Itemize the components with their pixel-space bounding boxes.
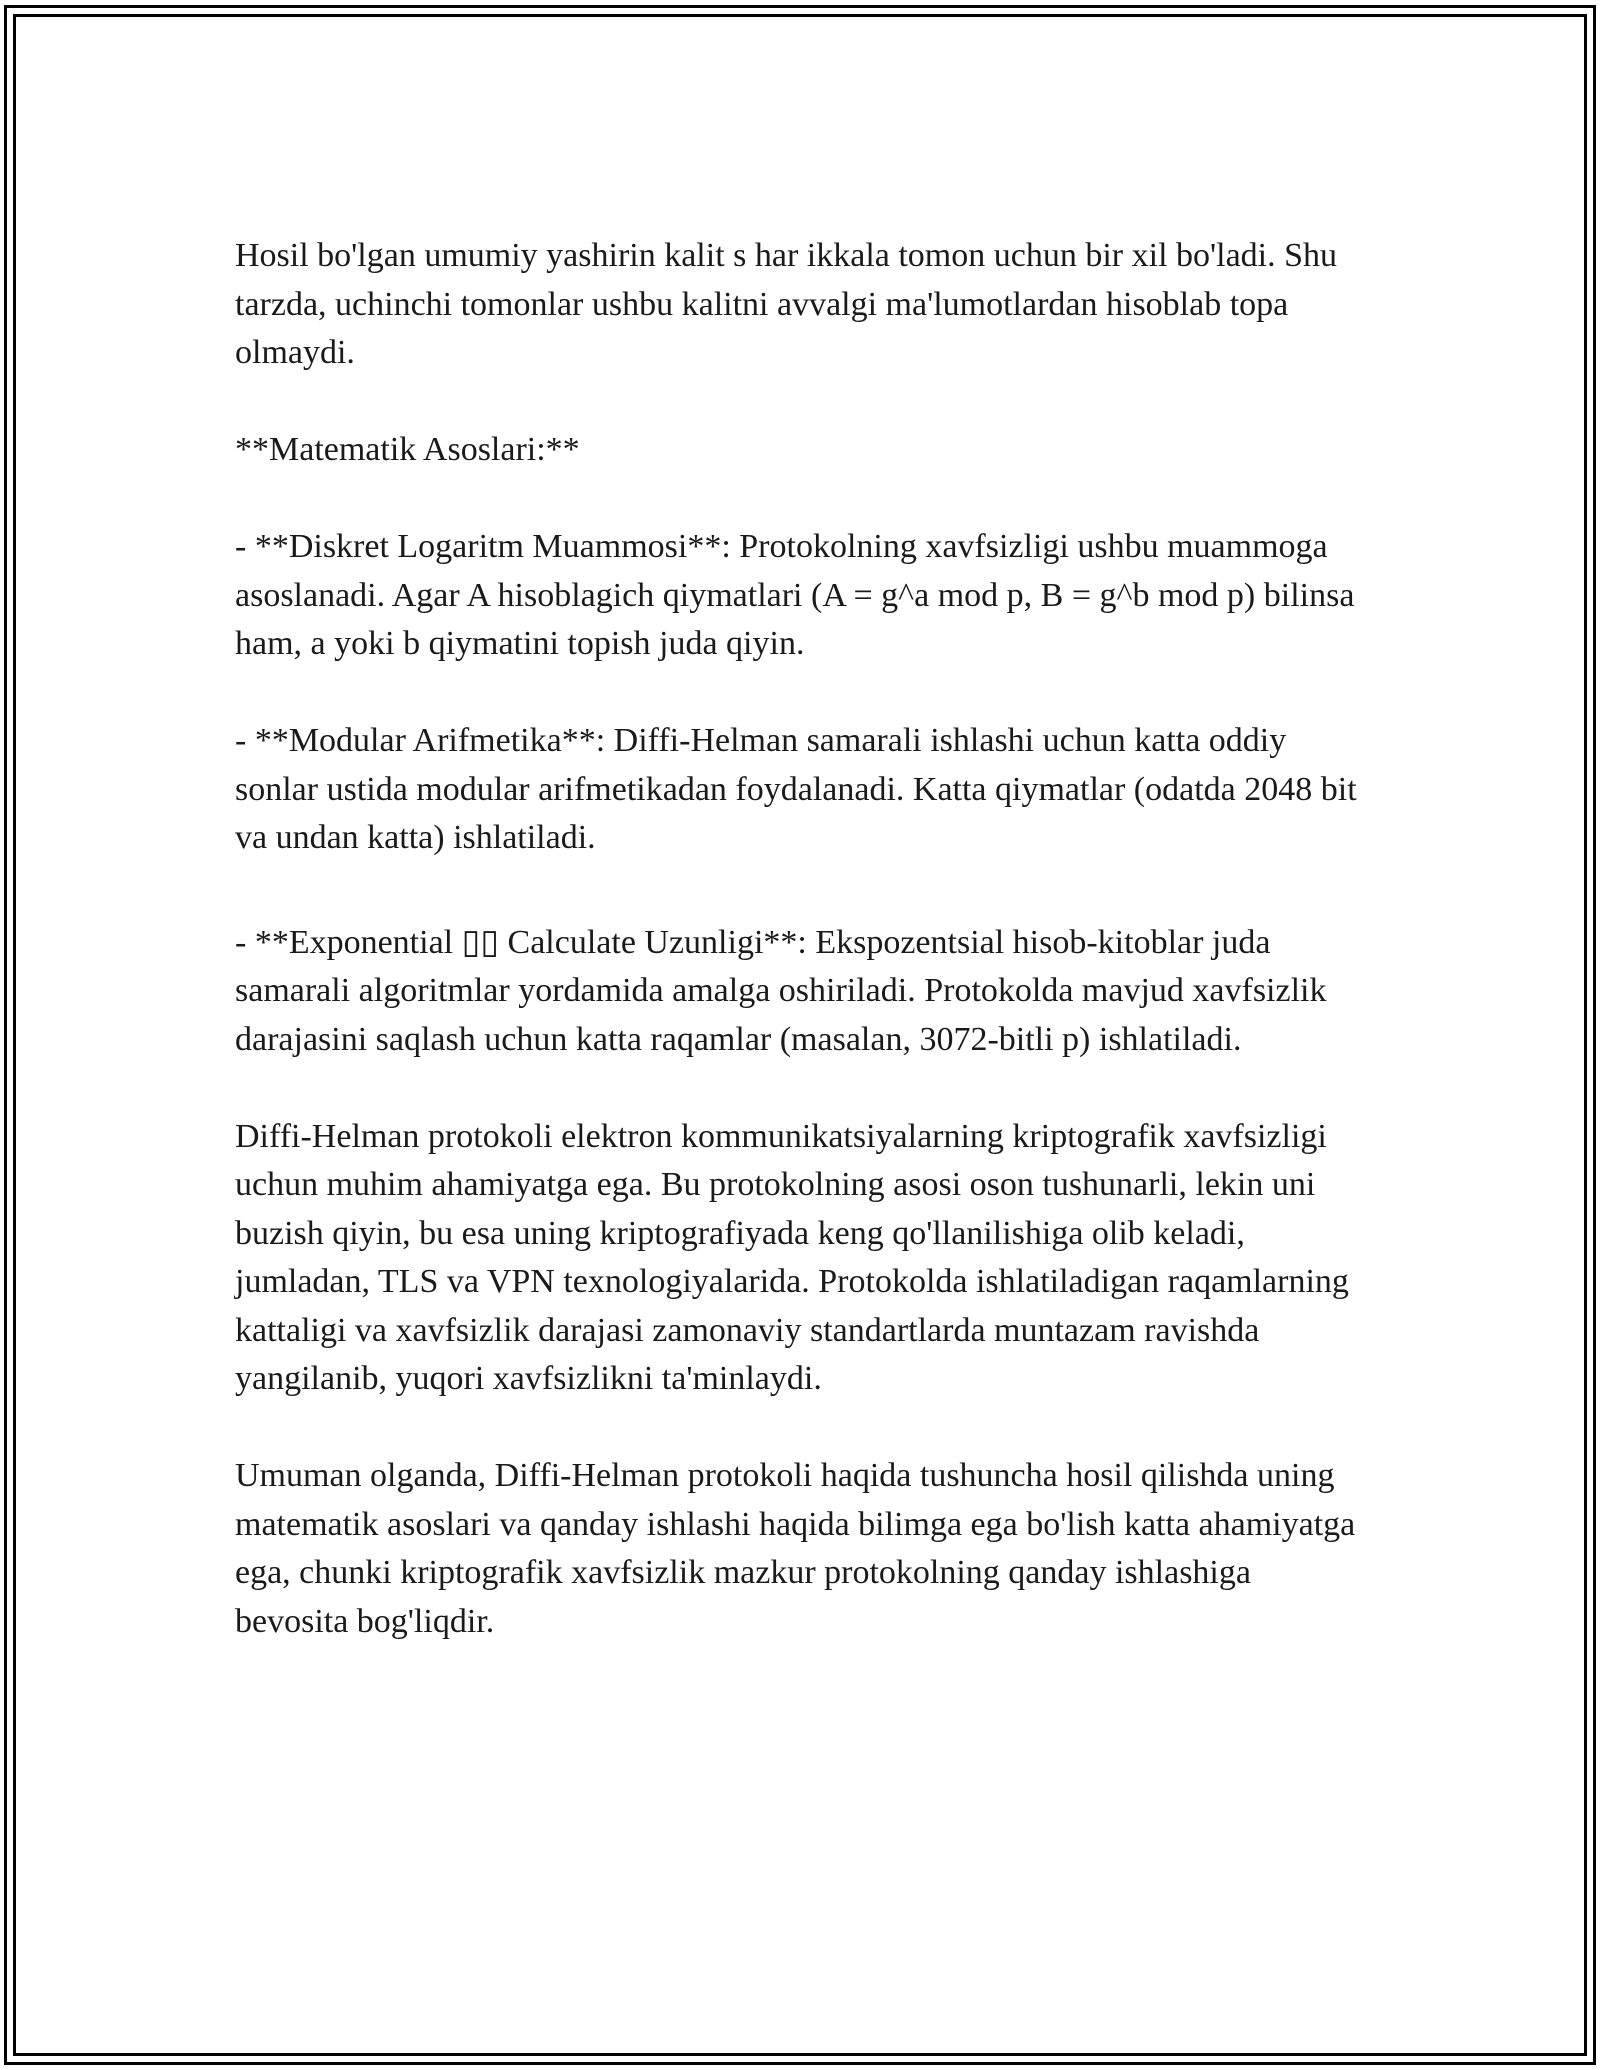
heading-mathematical-foundations: **Matematik Asoslari:** — [235, 431, 580, 468]
list-item-exponential-calculation: - **Exponential ▯▯ Calculate Uzunligi**: Ekspozentsial hisob-kitoblar juda samarali algoritmlar yordamida amalga oshiriladi. Protokolda mavjud xavfsizlik darajasini saqlash uchun katta raqamlar (masalan, 3072-bitli p) ishlatiladi. — [235, 923, 1327, 1058]
list-item-modular-arithmetic: - **Modular Arifmetika**: Diffi-Helman samarali ishlashi uchun katta oddiy sonlar ustida modular arifmetikadan foydalanadi. Katta qiymatlar (odatda 2048 bit va undan katta) ishlatiladi. — [235, 722, 1357, 856]
document-body — [235, 232, 1370, 1695]
list-item-discrete-logarithm: - **Diskret Logaritm Muammosi**: Protokolning xavfsizligi ushbu muammoga asoslanadi. Agar A hisoblagich qiymatlari (A = g^a mod p, B = g^b mod p) bilinsa ham, a yoki b qiymatini topish juda qiyin. — [235, 528, 1355, 662]
paragraph-protocol-importance: Diffi-Helman protokoli elektron kommunikatsiyalarning kriptografik xavfsizligi uchun muhim ahamiyatga ega. Bu protokolning asosi oson tushunarli, lekin uni buzish qiyin, bu esa uning kriptografiyada keng qo'llanilishiga olib keladi, jumladan, TLS va VPN texnologiyalarida. Protokolda ishlatiladigan raqamlarning kattaligi va xavfsizlik darajasi zamonaviy standartlarda muntazam ravishda yangilanib, yuqori xavfsizlikni ta'minlaydi. — [235, 1117, 1349, 1397]
paragraph-conclusion: Umuman olganda, Diffi-Helman protokoli haqida tushuncha hosil qilishda uning matematik asoslari va qanday ishlashi haqida bilimga ega bo'lish katta ahamiyatga ega, chunki kriptografik xavfsizlik mazkur protokolning qanday ishlashiga bevosita bog'liqdir. — [235, 1457, 1356, 1640]
paragraph-shared-secret: Hosil bo'lgan umumiy yashirin kalit s har ikkala tomon uchun bir xil bo'ladi. Shu tarzda, uchinchi tomonlar ushbu kalitni avvalgi ma'lumotlardan hisoblab topa olmaydi. — [235, 237, 1338, 371]
